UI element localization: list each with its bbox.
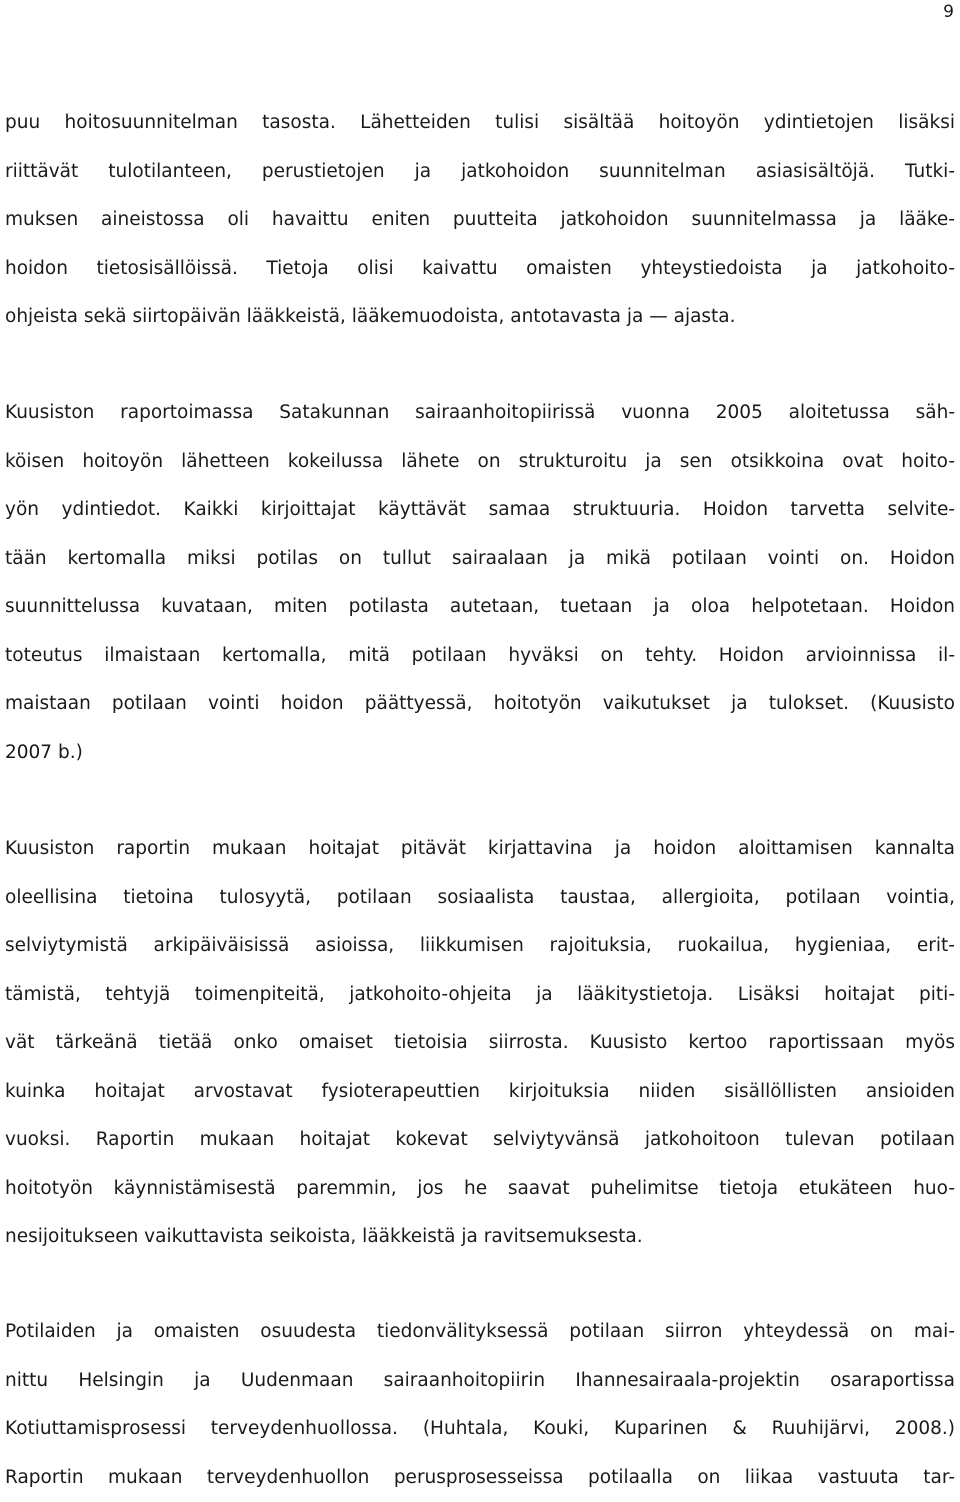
text-line: Raportin mukaan terveydenhuollon perusprosesseissa potilaalla on liikaa vastuuta tar-	[5, 1454, 955, 1502]
text-line: vuoksi. Raportin mukaan hoitajat kokevat selviytyvänsä jatkohoitoon tulevan potilaan	[5, 1116, 955, 1165]
text-line: kuinka hoitajat arvostavat fysioterapeuttien kirjoituksia niiden sisällöllisten ansioiden	[5, 1068, 955, 1117]
text-line: hoitotyön käynnistämisestä paremmin, jos he saavat puhelimitse tietoja etukäteen huo-	[5, 1165, 955, 1214]
text-line: yön ydintiedot. Kaikki kirjoittajat käyttävät samaa struktuuria. Hoidon tarvetta selvite-	[5, 486, 955, 535]
text-line: riittävät tulotilanteen, perustietojen ja jatkohoidon suunnitelman asiasisältöjä. Tutki-	[5, 148, 955, 197]
text-line: Kotiuttamisprosessi terveydenhuollossa. (Huhtala, Kouki, Kuparinen & Ruuhijärvi, 2008.)	[5, 1405, 955, 1454]
text-line: Potilaiden ja omaisten osuudesta tiedonvälityksessä potilaan siirron yhteydessä on mai-	[5, 1308, 955, 1357]
paragraph-2	[5, 389, 955, 777]
text-line: oleellisina tietoina tulosyytä, potilaan sosiaalista taustaa, allergioita, potilaan vointia,	[5, 874, 955, 923]
text-line: toteutus ilmaistaan kertomalla, mitä potilaan hyväksi on tehty. Hoidon arvioinnissa il-	[5, 632, 955, 681]
text-line: nesijoitukseen vaikuttavista seikoista, lääkkeistä ja ravitsemuksesta.	[5, 1213, 955, 1262]
text-line: muksen aineistossa oli havaittu eniten puutteita jatkohoidon suunnitelmassa ja lääke-	[5, 196, 955, 245]
text-line: hoidon tietosisällöissä. Tietoja olisi kaivattu omaisten yhteystiedoista ja jatkohoito-	[5, 245, 955, 294]
paragraph-1	[5, 99, 955, 342]
text-line: Kuusiston raportin mukaan hoitajat pitävät kirjattavina ja hoidon aloittamisen kannalta	[5, 825, 955, 874]
text-line: nittu Helsingin ja Uudenmaan sairaanhoitopiirin Ihannesairaala-projektin osaraportissa	[5, 1357, 955, 1406]
text-line: 2007 b.)	[5, 729, 955, 778]
paragraph-4	[5, 1308, 955, 1502]
text-line: suunnittelussa kuvataan, miten potilasta autetaan, tuetaan ja oloa helpotetaan. Hoidon	[5, 583, 955, 632]
text-line: vät tärkeänä tietää onko omaiset tietoisia siirrosta. Kuusisto kertoo raportissaan myös	[5, 1019, 955, 1068]
text-line: Kuusiston raportoimassa Satakunnan sairaanhoitopiirissä vuonna 2005 aloitetussa säh-	[5, 389, 955, 438]
text-line: köisen hoitoyön lähetteen kokeilussa lähete on strukturoitu ja sen otsikkoina ovat hoito-	[5, 438, 955, 487]
text-line: maistaan potilaan vointi hoidon päättyessä, hoitotyön vaikutukset ja tulokset. (Kuusisto	[5, 680, 955, 729]
paragraph-3	[5, 825, 955, 1262]
text-line: puu hoitosuunnitelman tasosta. Lähetteiden tulisi sisältää hoitoyön ydintietojen lisäksi	[5, 99, 955, 148]
text-line: ohjeista sekä siirtopäivän lääkkeistä, lääkemuodoista, antotavasta ja — ajasta.	[5, 293, 955, 342]
text-line: tämistä, tehtyjä toimenpiteitä, jatkohoito-ohjeita ja lääkitystietoja. Lisäksi hoitajat piti-	[5, 971, 955, 1020]
text-line: selviytymistä arkipäiväisissä asioissa, liikkumisen rajoituksia, ruokailua, hygieniaa, erit-	[5, 922, 955, 971]
text-line: tään kertomalla miksi potilas on tullut sairaalaan ja mikä potilaan vointi on. Hoidon	[5, 535, 955, 584]
page-number: 9	[943, 2, 954, 22]
